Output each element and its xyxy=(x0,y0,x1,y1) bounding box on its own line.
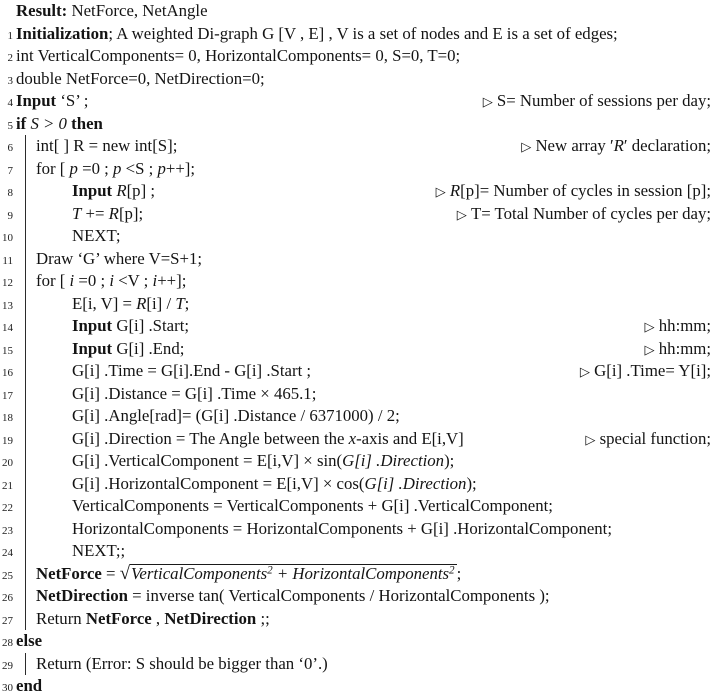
line-number: 4 xyxy=(7,97,13,109)
comment-triangle-icon: ▷ xyxy=(644,342,659,358)
radical-sign-icon: √ xyxy=(119,562,131,584)
code-text xyxy=(72,203,143,226)
code-line xyxy=(0,585,717,608)
sqrt-expression xyxy=(120,564,457,583)
code-text-segment: Return (Error: S should be bigger than ‘0’.) xyxy=(36,653,328,673)
code-text-segment: =0 ; xyxy=(74,271,110,290)
code-text xyxy=(16,675,42,698)
code-line xyxy=(0,338,717,361)
code-text-segment: S > 0 xyxy=(30,113,67,133)
code-text-segment: Input xyxy=(72,316,117,335)
code-text-segment: ++]; xyxy=(165,158,196,178)
line-number: 27 xyxy=(2,614,13,627)
line-number: 17 xyxy=(2,389,13,402)
block-scope-rule xyxy=(25,653,26,676)
code-text-segment: for [ xyxy=(36,158,70,178)
code-line xyxy=(0,495,717,518)
line-number: 14 xyxy=(2,322,13,334)
code-line xyxy=(0,90,717,113)
line-number: 24 xyxy=(2,547,13,559)
code-text-segment: NetForce, NetAngle xyxy=(67,1,208,20)
code-line xyxy=(0,383,717,406)
code-text-segment: ); xyxy=(466,473,477,493)
inline-comment xyxy=(585,428,717,453)
code-text-segment: i xyxy=(152,271,158,290)
code-text xyxy=(16,630,42,653)
code-text xyxy=(72,450,454,473)
code-text-segment: ; A weighted Di-graph G [V , E] , V is a set of nodes and E is a set of edges; xyxy=(108,23,618,43)
line-number: 18 xyxy=(2,412,13,424)
code-text-segment: int VerticalComponents= 0, HorizontalComponents= 0, S=0, T=0; xyxy=(16,46,461,65)
code-line xyxy=(0,203,717,226)
code-text-segment: G[i] .Distance = G[i] .Time × 465.1; xyxy=(72,383,317,403)
line-number: 25 xyxy=(2,569,13,582)
line-number: 20 xyxy=(2,457,13,469)
code-text-segment: VerticalComponents = VerticalComponents + G[i] .VerticalComponent; xyxy=(72,496,553,515)
code-text xyxy=(16,0,208,23)
code-line xyxy=(0,135,717,158)
line-number: 13 xyxy=(2,299,13,312)
code-text xyxy=(36,585,550,608)
code-text-segment: ′ declaration; xyxy=(623,136,711,155)
code-text-segment: i xyxy=(109,271,114,290)
code-text-segment: G[i] .Time = G[i].End - G[i] .Start ; xyxy=(72,361,312,380)
comment-triangle-icon: ▷ xyxy=(521,140,536,155)
code-text-segment: Input xyxy=(16,91,57,110)
code-line xyxy=(0,630,717,653)
code-text-segment: special function; xyxy=(599,428,711,448)
code-text-segment: ; xyxy=(184,293,190,313)
code-text xyxy=(72,383,316,406)
radicand xyxy=(130,564,457,583)
block-scope-rule xyxy=(25,135,26,630)
line-number: 19 xyxy=(2,434,13,447)
code-line xyxy=(0,405,717,428)
code-text-segment: R xyxy=(449,181,461,200)
code-text-segment: double NetForce=0, NetDirection=0; xyxy=(16,68,265,88)
code-text-segment: HorizontalComponents = HorizontalComponents + G[i] .HorizontalComponent; xyxy=(72,518,612,538)
line-number: 7 xyxy=(7,164,13,177)
code-text-segment: <S ; xyxy=(121,158,158,178)
code-text-segment: R xyxy=(136,293,147,313)
code-text-segment: [p]; xyxy=(118,203,144,223)
code-line xyxy=(0,23,717,46)
code-text xyxy=(72,293,189,316)
code-text-segment: G[i] .VerticalComponent = E[i,V] × sin( xyxy=(72,451,343,470)
code-text-segment: hh:mm; xyxy=(658,338,711,358)
code-text-segment: p xyxy=(113,158,122,178)
code-text-segment: ; xyxy=(456,563,462,583)
inline-comment xyxy=(457,203,717,228)
code-text-segment: <V ; xyxy=(114,271,153,290)
code-text-segment: G[i] .Start; xyxy=(116,316,190,335)
code-text-segment: Draw ‘G’ where V=S+1; xyxy=(36,248,203,268)
line-number: 2 xyxy=(7,52,13,64)
inline-comment xyxy=(483,90,717,115)
code-text-segment: if xyxy=(16,113,31,133)
code-text-segment: , xyxy=(151,608,165,628)
code-line xyxy=(0,428,717,451)
code-text-segment: += xyxy=(81,203,109,223)
code-text-segment: ); xyxy=(444,451,455,470)
line-number: 23 xyxy=(2,524,13,537)
line-number: 3 xyxy=(7,74,13,87)
code-text xyxy=(72,540,125,563)
code-text-segment: else xyxy=(16,631,43,650)
code-text xyxy=(72,315,189,338)
code-text-segment: =0 ; xyxy=(77,158,114,178)
comment-triangle-icon: ▷ xyxy=(482,95,497,110)
code-text-segment: = inverse tan( VerticalComponents / HorizontalComponents ); xyxy=(127,586,550,605)
code-text-segment: [p]= Number of cycles in session [p]; xyxy=(460,181,711,200)
line-number: 16 xyxy=(2,367,13,379)
code-text-segment: ;; xyxy=(256,608,270,628)
code-text-segment: G[i] .End; xyxy=(116,338,185,358)
code-line xyxy=(0,225,717,248)
code-text-segment: NetForce xyxy=(36,563,102,583)
code-text xyxy=(72,338,184,361)
code-text-segment: G[i] .HorizontalComponent = E[i,V] × cos( xyxy=(72,473,365,493)
code-text-segment: NEXT; xyxy=(72,226,121,245)
code-text xyxy=(36,653,328,676)
code-text-segment: T= Total Number of cycles per day; xyxy=(470,203,711,223)
code-line xyxy=(0,0,717,23)
code-text-segment: + xyxy=(272,563,293,583)
comment-triangle-icon: ▷ xyxy=(585,432,600,448)
line-number: 1 xyxy=(7,29,13,42)
code-text-segment: p xyxy=(157,158,166,178)
code-text-segment: VerticalComponents xyxy=(131,563,268,583)
code-line xyxy=(0,158,717,181)
code-line xyxy=(0,68,717,91)
code-text-segment: int[ ] R = new int[S]; xyxy=(36,136,178,155)
line-number: 11 xyxy=(2,254,13,267)
code-line xyxy=(0,450,717,473)
inline-comment xyxy=(580,360,717,385)
code-text-segment: R xyxy=(116,181,127,200)
code-text-segment: G[i] .Direction xyxy=(342,451,445,470)
code-text xyxy=(72,518,612,541)
code-text xyxy=(16,90,88,113)
code-text xyxy=(16,45,460,68)
code-text-segment: G[i] .Direction = The Angle between the xyxy=(72,428,349,448)
code-text-segment: 2 xyxy=(449,563,455,576)
code-text-segment: hh:mm; xyxy=(658,316,711,335)
code-text-segment: R xyxy=(613,136,624,155)
code-text xyxy=(72,495,553,518)
code-text-segment: end xyxy=(16,676,43,695)
comment-triangle-icon: ▷ xyxy=(456,207,471,223)
comment-triangle-icon: ▷ xyxy=(644,320,659,335)
code-text-segment: x xyxy=(348,428,357,448)
code-line xyxy=(0,518,717,541)
code-text xyxy=(36,158,195,181)
code-text-segment: E[i, V] = xyxy=(72,293,137,313)
code-text-segment: Return xyxy=(36,608,86,628)
code-text-segment: [p] ; xyxy=(126,181,156,200)
code-text-segment: Initialization xyxy=(16,23,109,43)
inline-comment xyxy=(645,338,717,363)
line-number: 30 xyxy=(2,682,13,694)
code-text-segment: T xyxy=(175,293,185,313)
code-text-segment: [i] / xyxy=(146,293,176,313)
code-line xyxy=(0,270,717,293)
inline-comment xyxy=(645,315,717,340)
code-line xyxy=(0,248,717,271)
code-line xyxy=(0,180,717,203)
line-number: 29 xyxy=(2,659,13,672)
code-text xyxy=(72,405,400,428)
code-line xyxy=(0,113,717,136)
line-number: 28 xyxy=(2,637,13,649)
code-text-segment: -axis and E[i,V] xyxy=(356,428,464,448)
code-text-segment: ‘S’ ; xyxy=(56,91,89,110)
code-text-segment: i xyxy=(69,271,75,290)
code-line xyxy=(0,675,717,698)
inline-comment xyxy=(436,180,717,205)
code-text xyxy=(36,563,461,586)
code-text-segment: Input xyxy=(72,338,117,358)
line-number: 10 xyxy=(2,232,13,244)
line-number: 8 xyxy=(7,187,13,199)
code-line xyxy=(0,540,717,563)
line-number: 15 xyxy=(2,344,13,357)
line-number: 5 xyxy=(7,119,13,132)
code-line xyxy=(0,45,717,68)
code-text xyxy=(36,608,270,631)
code-text xyxy=(16,68,265,91)
code-text-segment: 2 xyxy=(267,563,273,576)
code-text-segment: G[i] .Angle[rad]= (G[i] .Distance / 6371000) / 2; xyxy=(72,406,400,425)
code-text-segment: Result: xyxy=(16,1,68,20)
code-text xyxy=(36,135,177,158)
code-text xyxy=(72,180,155,203)
comment-triangle-icon: ▷ xyxy=(435,185,450,200)
code-text-segment: NEXT;; xyxy=(72,541,126,560)
line-number: 26 xyxy=(2,592,13,604)
code-text-segment: ++]; xyxy=(157,271,187,290)
code-text-segment: Input xyxy=(72,181,117,200)
code-text-segment: S= Number of sessions per day; xyxy=(496,91,711,110)
code-line xyxy=(0,293,717,316)
line-number: 22 xyxy=(2,502,13,514)
code-text xyxy=(72,428,464,451)
code-line xyxy=(0,473,717,496)
code-text xyxy=(72,360,311,383)
code-text-segment: T xyxy=(72,203,82,223)
line-number: 9 xyxy=(7,209,13,222)
code-text-segment: for [ xyxy=(36,271,70,290)
code-line xyxy=(0,563,717,586)
code-text xyxy=(36,248,202,271)
code-line xyxy=(0,653,717,676)
inline-comment xyxy=(521,135,717,160)
code-text-segment: NetForce xyxy=(85,608,152,628)
code-text-segment: G[i] .Direction xyxy=(364,473,467,493)
code-line xyxy=(0,315,717,338)
code-text-segment: = xyxy=(101,563,120,583)
code-line xyxy=(0,360,717,383)
code-text-segment: R xyxy=(108,203,119,223)
code-text-segment: then xyxy=(71,113,103,133)
code-text xyxy=(72,225,120,248)
line-number: 12 xyxy=(2,277,13,289)
code-text xyxy=(16,23,618,46)
code-line xyxy=(0,608,717,631)
code-text-segment: G[i] .Time= Y[i]; xyxy=(594,361,711,380)
code-text xyxy=(72,473,477,496)
comment-triangle-icon: ▷ xyxy=(579,365,595,380)
code-text-segment: New array ′ xyxy=(535,136,614,155)
code-text xyxy=(36,270,186,293)
code-text xyxy=(16,113,103,136)
code-text-segment: p xyxy=(69,158,78,178)
line-number: 21 xyxy=(2,479,13,492)
code-text-segment: HorizontalComponents xyxy=(292,563,450,583)
line-number: 6 xyxy=(7,142,13,154)
code-text-segment: NetDirection xyxy=(36,586,128,605)
code-text-segment: NetDirection xyxy=(164,608,257,628)
